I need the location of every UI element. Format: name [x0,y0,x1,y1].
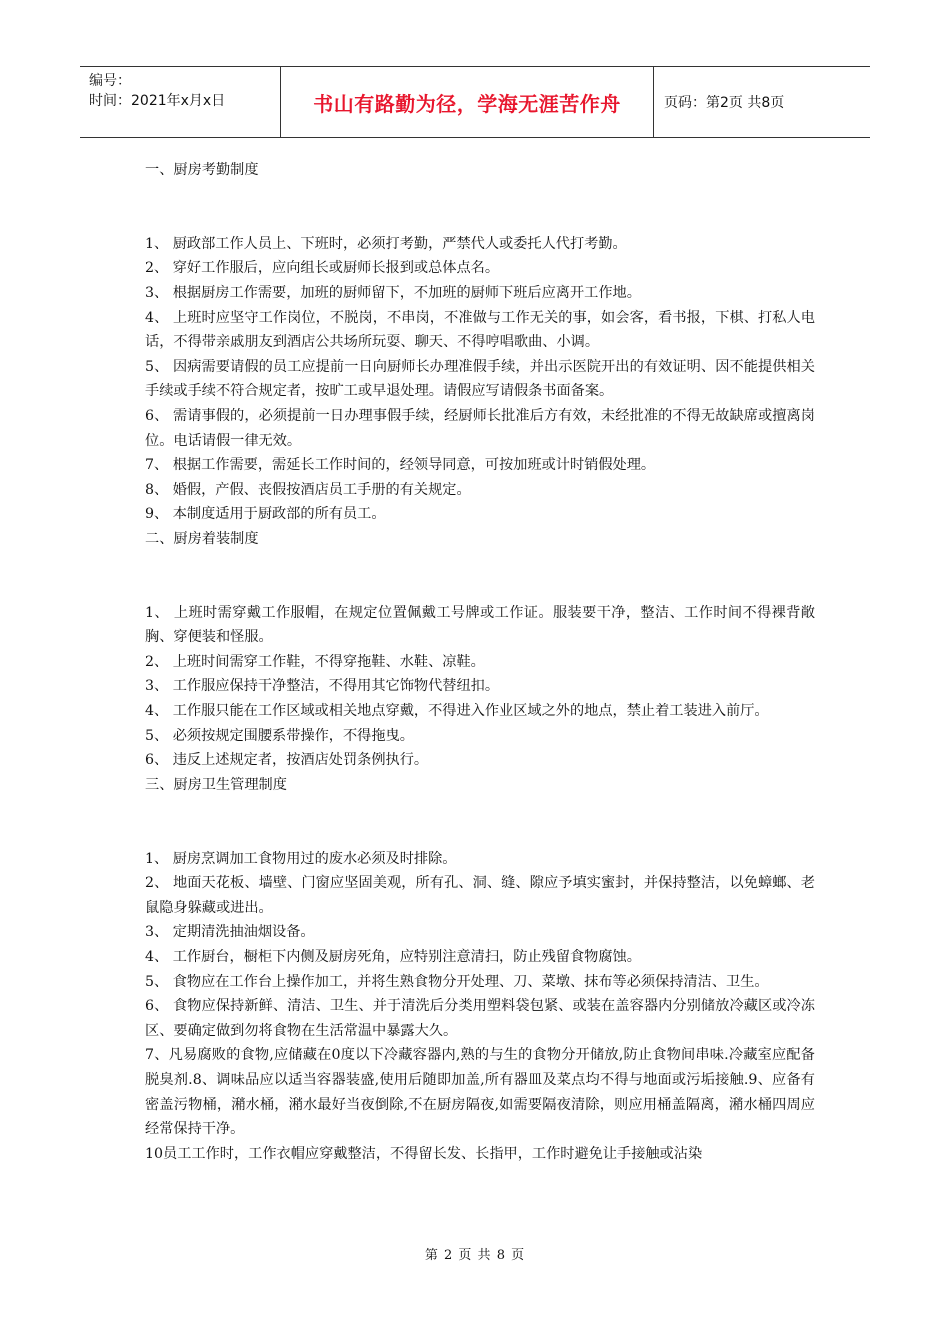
paragraph: 7、凡易腐败的食物,应储藏在0度以下冷藏容器内,熟的与生的食物分开储放,防止食物间串味.冷藏室应配备脱臭剂.8、调味品应以适当容器装盛,使用后随即加盖,所有器皿及菜点均不得与地面或污垢接触.9、应备有密盖污物桶，潲水桶，潲水最好当夜倒除,不在厨房隔夜,如需要隔夜清除，则应用桶盖隔离，潲水桶四周应经常保持干净。 [145,1047,815,1138]
header-meta [80,67,281,137]
header-page-info: 页码：第2页 共8页 [664,95,785,111]
section-hygiene [145,773,815,1167]
paragraph: 3、 定期清洗抽油烟设备。 [145,924,315,941]
paragraph: 5、 食物应在工作台上操作加工，并将生熟食物分开处理、刀、菜墩、抹布等必须保持清洁、卫生。 [145,973,769,990]
section-dress-code [145,527,815,773]
page-footer: 第 2 页 共 8 页 [424,1248,526,1263]
paragraph: 2、 穿好工作服后，应向组长或厨师长报到或总体点名。 [145,260,500,277]
paragraph: 1、 厨房烹调加工食物用过的废水必须及时排除。 [145,850,457,867]
document-time-label: 时间：2021年x月x日 [89,93,226,109]
paragraph: 4、 工作服只能在工作区域或相关地点穿戴，不得进入作业区域之外的地点，禁止着工装进入前厅。 [145,703,769,720]
paragraph: 4、 工作厨台，橱柜下内侧及厨房死角，应特别注意清扫，防止残留食物腐蚀。 [145,949,641,965]
paragraph: 5、 必须按规定围腰系带操作，不得拖曳。 [145,727,414,744]
paragraph: 3、 工作服应保持干净整洁，不得用其它饰物代替纽扣。 [145,678,500,695]
header-motto: 书山有路勤为径，学海无涯苦作舟 [281,67,654,137]
paragraph: 6、 食物应保持新鲜、清洁、卫生、并于清洗后分类用塑料袋包紧、或装在盖容器内分别储放冷藏区或冷冻区、要确定做到勿将食物在生活常温中暴露大久。 [145,998,815,1039]
paragraph: 4、 上班时应坚守工作岗位，不脱岗，不串岗，不准做与工作无关的事，如会客，看书报，下棋、打私人电话，不得带亲戚朋友到酒店公共场所玩耍、聊天、不得哼唱歌曲、小调。 [145,309,815,351]
paragraph: 10员工工作时，工作衣帽应穿戴整洁，不得留长发、长指甲，工作时避免让手接触或沾染 [145,1145,703,1162]
document-number-label: 编号： [89,73,131,89]
section-title: 三、厨房卫生管理制度 [145,776,287,793]
paragraph: 6、 违反上述规定者，按酒店处罚条例执行。 [145,752,429,769]
paragraph: 7、 根据工作需要，需延长工作时间的，经领导同意，可按加班或计时销假处理。 [145,457,656,474]
paragraph: 1、 上班时需穿戴工作服帽，在规定位置佩戴工号牌或工作证。服装要干净，整洁、工作时间不得裸背敞胸、穿便装和怪服。 [145,604,815,646]
paragraph: 2、 地面天花板、墙壁、门窗应坚固美观，所有孔、洞、缝、隙应予填实蜜封，并保持整洁，以免蟑螂、老鼠隐身躲藏或进出。 [145,875,815,916]
paragraph: 1、 厨政部工作人员上、下班时，必须打考勤，严禁代人或委托人代打考勤。 [145,235,627,252]
section-title: 二、厨房着装制度 [145,530,259,547]
paragraph: 8、 婚假，产假、丧假按酒店员工手册的有关规定。 [145,481,471,498]
section-title: 一、厨房考勤制度 [145,162,259,178]
paragraph: 2、 上班时间需穿工作鞋，不得穿拖鞋、水鞋、凉鞋。 [145,653,485,670]
document-body [145,158,815,1166]
paragraph: 6、 需请事假的，必须提前一日办理事假手续，经厨师长批准后方有效，未经批准的不得无故缺席或擅离岗位。电话请假一律无效。 [145,407,815,449]
header-table [80,66,870,138]
section-attendance [145,158,815,527]
paragraph: 3、 根据厨房工作需要，加班的厨师留下，不加班的厨师下班后应离开工作地。 [145,284,641,301]
paragraph: 9、 本制度适用于厨政部的所有员工。 [145,506,386,523]
paragraph: 5、 因病需要请假的员工应提前一日向厨师长办理准假手续，并出示医院开出的有效证明、因不能提供相关手续或手续不符合规定者，按旷工或早退处理。请假应写请假条书面备案。 [145,358,815,400]
